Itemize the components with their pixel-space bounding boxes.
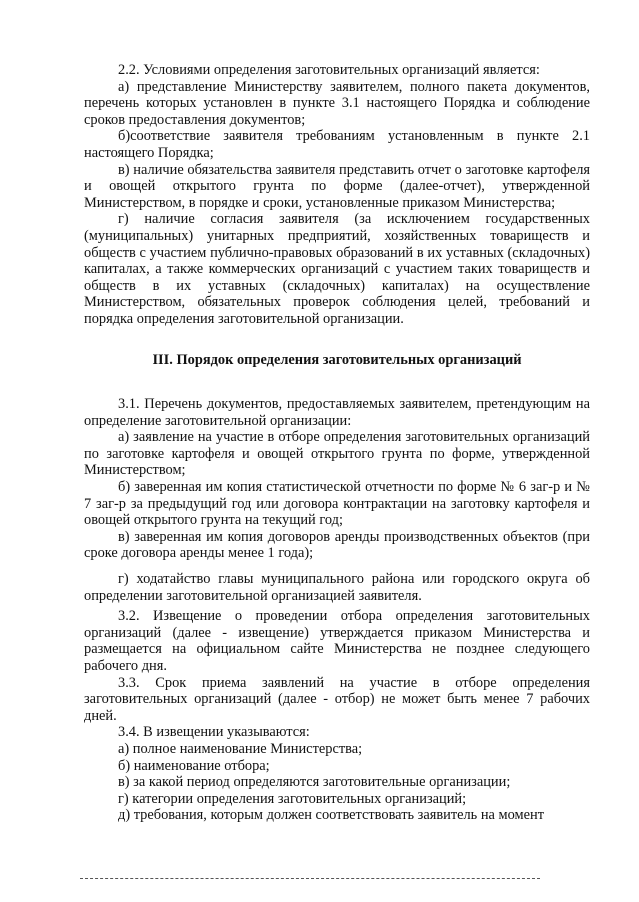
document-page (84, 62, 590, 824)
list-item-g: г) категории определения заготовительных организаций; (118, 790, 467, 807)
paragraph-2-2-g: г) наличие согласия заявителя (за исключением государственных (муниципальных) унитарных предприятий, хозяйственных товариществ и обществ с участием публично-правовых образований в их уставных (складочных) капиталах, а также коммерческих организаций с участием таких товариществ и обществ в их уставных (складочных) капиталах) на осуществление Министерством, обязательных проверок соблюдения целей, требований и порядка определения заготовительной организации. (84, 211, 590, 327)
list-item-v: в) за какой период определяются заготовительные организации; (118, 774, 511, 791)
paragraph-2-2: 2.2. Условиями определения заготовительных организаций является: (118, 62, 540, 78)
paragraph-3-1-g: г) ходатайство главы муниципального района или городского округа об определении заготовительной организацией заявителя. (84, 571, 590, 604)
paragraph-3-1-a: а) заявление на участие в отборе определения заготовительных организаций по заготовке картофеля и овощей открытого грунта по форме, утвержденной Министерством; (84, 429, 590, 479)
page-bottom-rule (80, 878, 540, 879)
paragraph-3-4: 3.4. В извещении указываются: (118, 724, 310, 741)
paragraph-2-2-v: в) наличие обязательства заявителя представить отчет о заготовке картофеля и овощей открытого грунта по форме (далее-отчет), утвержденной Министерством, в порядке и сроки, установленные приказом Министерства; (84, 161, 590, 211)
paragraph-3-3: 3.3. Срок приема заявлений на участие в отборе определения заготовительных организаций (далее - отбор) не может быть менее 7 рабочих дней. (84, 674, 590, 724)
paragraph-2-2-a: а) представление Министерству заявителем, полного пакета документов, перечень которых установлен в пункте 3.1 настоящего Порядка и соблюдение сроков предоставления документов; (84, 78, 590, 128)
paragraph-3-1: 3.1. Перечень документов, предоставляемых заявителем, претендующим на определение заготовительной организации: (84, 396, 590, 429)
list-item-d: д) требования, которым должен соответствовать заявитель на момент (118, 807, 545, 824)
list-item-b: б) наименование отбора; (118, 757, 270, 774)
paragraph-3-2: 3.2. Извещение о проведении отбора определения заготовительных организаций (далее - извещение) утверждается приказом Министерства и размещается на официальном сайте Министерства не позднее следующего рабочего дня. (84, 608, 590, 674)
paragraph-3-1-v: в) заверенная им копия договоров аренды производственных объектов (при сроке договора аренды менее 1 года); (84, 528, 590, 562)
list-item-a: а) полное наименование Министерства; (118, 740, 363, 757)
paragraph-3-1-b: б) заверенная им копия статистической отчетности по форме № 6 заг-р и № 7 заг-р за предыдущий год или договора контрактации на заготовку картофеля и овощей открытого грунта на текущий год; (84, 479, 590, 529)
paragraph-2-2-b: б)соответствие заявителя требованиям установленным в пункте 2.1 настоящего Порядка; (84, 128, 590, 161)
section-heading: III. Порядок определения заготовительных организаций (152, 351, 522, 368)
